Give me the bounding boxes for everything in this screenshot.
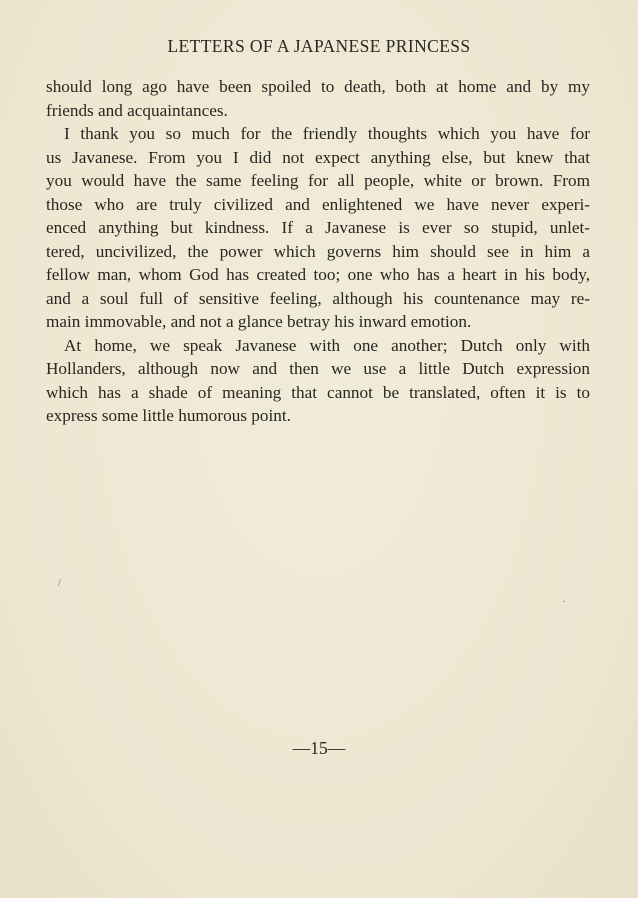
running-header: LETTERS OF A JAPANESE PRINCESS [167, 36, 471, 56]
scan-speck: . [563, 594, 566, 605]
text-line: main immovable, and not a glance betray his inward emotion. [46, 312, 472, 331]
text-line: and a soul full of sensitive feeling, although his countenance may re- [46, 288, 590, 308]
text-line: fellow man, whom God has created too; one who has a heart in his body, [46, 265, 590, 284]
scan-speck: / [58, 578, 61, 589]
text-line: I thank you so much for the friendly thoughts which you have for [64, 124, 590, 143]
text-line: which has a shade of meaning that cannot be translated, often it is to [46, 382, 590, 402]
text-line: those who are truly civilized and enlightened we have never experi- [46, 194, 590, 214]
text-line: should long ago have been spoiled to death, both at home and by my [46, 77, 590, 96]
text-line: express some little humorous point. [46, 406, 291, 425]
text-line: tered, uncivilized, the power which governs him should see in him a [46, 241, 590, 261]
body-text [46, 75, 590, 428]
text-line: enced anything but kindness. If a Javanese is ever so stupid, unlet- [46, 218, 590, 237]
text-line: At home, we speak Javanese with one another; Dutch only with [64, 335, 590, 355]
page-number: —15— [292, 738, 346, 758]
text-line: you would have the same feeling for all people, white or brown. From [46, 171, 590, 190]
text-line: friends and acquaintances. [46, 100, 228, 120]
text-line: Hollanders, although now and then we use a little Dutch expression [46, 359, 590, 378]
text-line: us Javanese. From you I did not expect anything else, but knew that [46, 147, 590, 167]
